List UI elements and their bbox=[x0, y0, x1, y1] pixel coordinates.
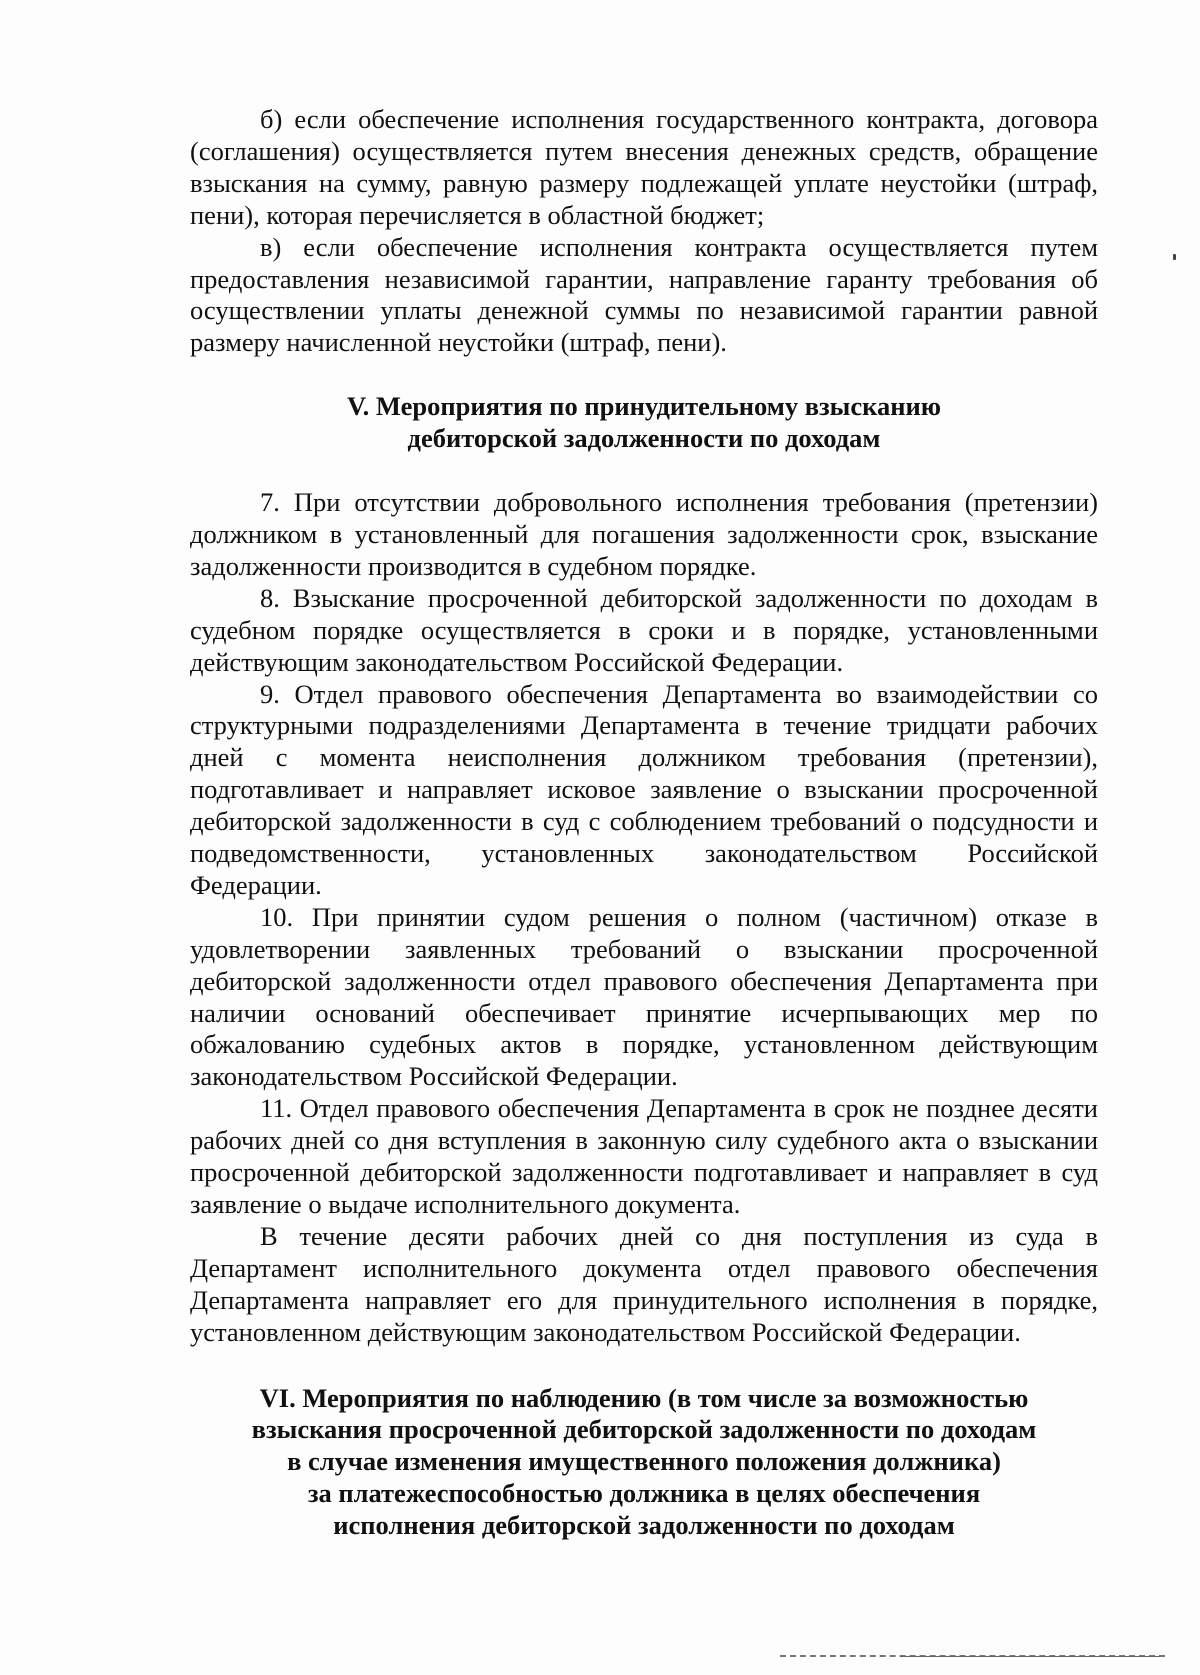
section-5-heading-line: дебиторской задолженности по доходам bbox=[407, 423, 881, 454]
scan-speck bbox=[1173, 254, 1176, 260]
paragraph-7: 7. При отсутствии добровольного исполнения требования (претензии) должником в установленный для погашения задолженности срок, взыскание задолженности производится в судебном порядке. bbox=[190, 487, 1098, 581]
paragraph-b: б) если обеспечение исполнения государственного контракта, договора (соглашения) осуществляется путем внесения денежных средств, обращение взыскания на сумму, равную размеру подлежащей уплате неустойки (штраф, пени), которая перечисляется в областной бюджет; bbox=[190, 104, 1098, 230]
document-body bbox=[190, 104, 1098, 1542]
paragraph-9: 9. Отдел правового обеспечения Департамента во взаимодействии со структурными подразделениями Департамента в течение тридцати рабочих дней с момента неисполнения должником требования (претензии), подготавливает и направляет исковое заявление о взыскании просроченной дебиторской задолженности в суд с соблюдением требований о подсудности и подведомственности, установленных законодательством Российской Федерации. bbox=[190, 678, 1098, 900]
paragraph-11: 11. Отдел правового обеспечения Департамента в срок не позднее десяти рабочих дней со дня вступления в законную силу судебного акта о взыскании просроченной дебиторской задолженности подготавливает и направляет в суд заявление о выдаче исполнительного документа. bbox=[190, 1093, 1098, 1219]
footer-rule bbox=[900, 1656, 1160, 1657]
paragraph-8: 8. Взыскание просроченной дебиторской задолженности по доходам в судебном порядке осуществляется в сроки и в порядке, установленными действующим законодательством Российской Федерации. bbox=[190, 582, 1098, 677]
section-5-heading-line: V. Мероприятия по принудительному взысканию bbox=[346, 391, 942, 422]
section-6-heading-line: исполнения дебиторской задолженности по доходам bbox=[333, 1510, 955, 1541]
section-6-heading-line: в случае изменения имущественного положения должника) bbox=[287, 1446, 1001, 1477]
paragraph-10: 10. При принятии судом решения о полном (частичном) отказе в удовлетворении заявленных требований о взыскании просроченной дебиторской задолженности отдел правового обеспечения Департамента при наличии оснований обеспечивает принятие исчерпывающих мер по обжалованию судебных актов в порядке, установленном действующим законодательством Российской Федерации. bbox=[190, 901, 1098, 1092]
section-6-heading-line: VI. Мероприятия по наблюдению (в том числе за возможностью bbox=[259, 1382, 1029, 1413]
section-6-heading bbox=[190, 1383, 1098, 1543]
section-6-heading-line: за платежеспособностью должника в целях обеспечения bbox=[307, 1478, 981, 1509]
paragraph-11-continuation: В течение десяти рабочих дней со дня поступления из суда в Департамент исполнительного документа отдел правового обеспечения Департамента направляет его для принудительного исполнения в порядке, установленном действующим законодательством Российской Федерации. bbox=[190, 1220, 1098, 1347]
paragraph-v: в) если обеспечение исполнения контракта осуществляется путем предоставления независимой гарантии, направление гаранту требования об осуществлении уплаты денежной суммы по независимой гарантии равной размеру начисленной неустойки (штраф, пени). bbox=[190, 231, 1098, 358]
section-6-heading-line: взыскания просроченной дебиторской задолженности по доходам bbox=[251, 1414, 1037, 1445]
section-5-heading bbox=[190, 391, 1098, 455]
